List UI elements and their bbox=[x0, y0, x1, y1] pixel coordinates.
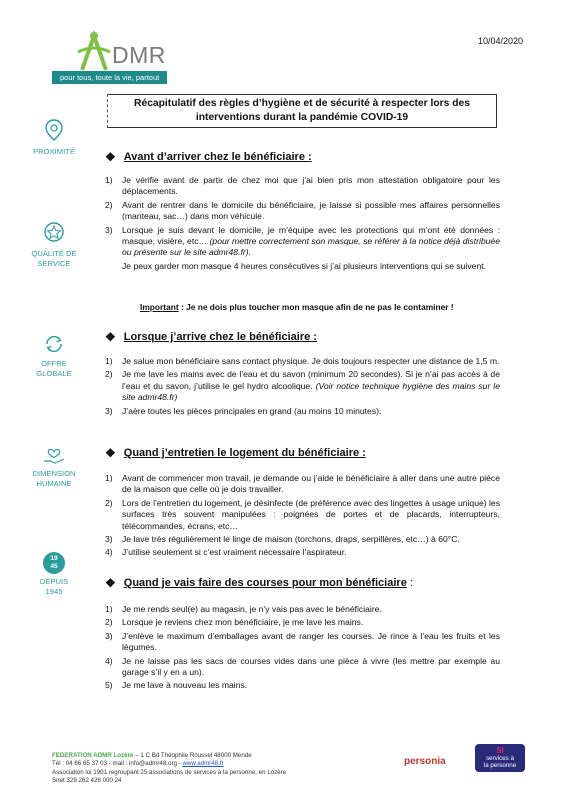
item-text: Je vérifie avant de partir de chez moi que j’ai bien pris mon attestation obligatoire pour les déplacements. bbox=[122, 175, 500, 197]
list-item bbox=[105, 617, 500, 628]
sidebar-proximite bbox=[18, 118, 90, 157]
sap-logo-line3: la personne bbox=[483, 762, 517, 769]
star-medal-icon bbox=[39, 220, 69, 246]
sidebar-label-line1: DEPUIS bbox=[39, 577, 69, 586]
list-item bbox=[105, 406, 500, 417]
sidebar-qualite bbox=[18, 220, 90, 269]
item-italic-note: (Voir notice technique hygiène des mains sur le site admr48.fr) bbox=[122, 380, 500, 403]
sidebar-label-line2: SERVICE bbox=[37, 259, 71, 268]
section-list bbox=[105, 356, 500, 419]
item-number: 1) bbox=[105, 175, 113, 185]
item-number: 3) bbox=[105, 224, 113, 235]
footer bbox=[52, 752, 286, 786]
item-text: Lorsque je suis devant le domicile, je m’équipe avec les protections qui m’ont été données : masque, visière, etc… bbox=[122, 224, 500, 247]
item-text: Avant de rentrer dans le domicile du bénéficiaire, je laisse si possible mes affaires personnelles (manteau, sac…) dans mon véhicule. bbox=[122, 199, 500, 222]
list-item bbox=[105, 225, 500, 259]
item-number: 3) bbox=[105, 405, 113, 416]
item-number: 5) bbox=[105, 680, 113, 691]
footer-line-1 bbox=[52, 752, 286, 760]
list-item bbox=[105, 631, 500, 654]
item-number: 4) bbox=[105, 547, 113, 558]
list-item bbox=[105, 680, 500, 691]
list-item bbox=[105, 547, 500, 558]
sidebar-label-line1: DIMENSION bbox=[32, 469, 76, 478]
section-list bbox=[105, 175, 500, 272]
sidebar-label: PROXIMITÉ bbox=[33, 147, 75, 156]
list-item bbox=[105, 356, 500, 367]
sidebar-label-line1: OFFRE bbox=[41, 359, 67, 368]
footer-siret: Siret 329 262 426 000 24 bbox=[52, 777, 122, 785]
sidebar-dimension bbox=[18, 442, 90, 489]
item-italic-note: (pour mettre correctement son masque, se référer à la notice déjà distribuée ou présente sur le site admr48.fr). bbox=[122, 236, 500, 258]
sidebar-label-line2: HUMAINE bbox=[36, 479, 72, 488]
services-a-la-personne-logo bbox=[475, 744, 525, 772]
section-heading-text: Lorsque j’arrive chez le bénéficiaire : bbox=[123, 331, 317, 343]
section-heading-suffix: : bbox=[406, 577, 413, 589]
item-text: Lors de l’entretien du logement, je désinfecte (de préférence avec des lingettes à usage unique) les surfaces très souvent manipulées : poignées de portes et de placards, interrupteurs, télécommandes, écrans, etc… bbox=[122, 497, 500, 531]
page-title bbox=[107, 94, 497, 128]
title-line-1: Récapitulatif des règles d’hygiène et de sécurité à respecter lors des bbox=[134, 98, 470, 109]
diamond-bullet-icon: ❖ bbox=[105, 576, 116, 590]
item-number: 2) bbox=[105, 617, 113, 628]
item-body bbox=[122, 225, 500, 259]
important-text: : Je ne dois plus toucher mon masque afin de ne pas le contaminer ! bbox=[178, 302, 454, 312]
diamond-bullet-icon: ❖ bbox=[105, 150, 116, 164]
section-heading bbox=[105, 150, 312, 164]
footer-line-2 bbox=[52, 760, 286, 768]
footer-address: – 1 C Bd Théophile Roussel 48000 Mende bbox=[133, 752, 252, 759]
item-text: Je ne laisse pas les sacs de courses vides dans une pièce à vivre (les mettre par exemple au garage s’il y en a un). bbox=[122, 655, 500, 678]
item-number: 3) bbox=[105, 630, 113, 641]
item-text: Lorsque je reviens chez mon bénéficiaire, je me lave les mains. bbox=[122, 617, 364, 628]
item-number: 1) bbox=[105, 604, 113, 614]
list-item bbox=[105, 175, 500, 198]
item-text: Je salue mon bénéficiaire sans contact physique. Je dois toujours respecter une distance de 1,5 m. bbox=[122, 356, 500, 366]
sap-logo-line1: SI bbox=[496, 746, 504, 755]
important-label: Important bbox=[140, 302, 179, 312]
section-heading-text: Quand j’entretien le logement du bénéficiaire : bbox=[123, 447, 366, 459]
personia-logo: personia bbox=[404, 756, 446, 767]
item-continuation: Je peux garder mon masque 4 heures consécutives si j’ai plusieurs interventions qui se suivent. bbox=[122, 260, 486, 271]
item-number: 3) bbox=[105, 534, 113, 545]
document-date: 10/04/2020 bbox=[477, 36, 523, 46]
sap-logo-line2: services à bbox=[486, 754, 514, 762]
item-number: 2) bbox=[105, 199, 113, 210]
section-heading-wrap bbox=[124, 577, 413, 589]
list-item bbox=[105, 498, 500, 532]
list-item bbox=[105, 656, 500, 679]
list-item bbox=[105, 534, 500, 545]
item-text: Avant de commencer mon travail, je demande ou j’aide le bénéficiaire à aller dans une autre pièce de la maison que celle où je dois travailler. bbox=[122, 473, 500, 495]
diamond-bullet-icon: ❖ bbox=[105, 330, 116, 344]
sidebar-depuis bbox=[18, 552, 90, 597]
sidebar-label-line2: 1945 bbox=[45, 587, 63, 596]
hand-heart-icon bbox=[39, 442, 69, 466]
item-text: J’aère toutes les pièces principales en grand (au moins 10 minutes). bbox=[122, 405, 382, 416]
item-text: J’enlève le maximum d’emballages avant de ranger les courses. Je rince à l’eau les fruits et les légumes. bbox=[122, 630, 500, 653]
list-item bbox=[105, 200, 500, 223]
item-body bbox=[122, 369, 500, 403]
diamond-bullet-icon: ❖ bbox=[105, 446, 116, 460]
badge-top: 19 bbox=[50, 555, 58, 562]
list-item bbox=[105, 473, 500, 496]
section-list bbox=[105, 473, 500, 561]
section-list bbox=[105, 604, 500, 694]
logo-tagline: pour tous, toute la vie, partout bbox=[52, 71, 167, 84]
section-heading-text: Avant d’arriver chez le bénéficiaire : bbox=[123, 151, 312, 163]
item-text: Je lave très régulièrement le linge de maison (torchons, draps, serpillères, etc…) à 60°C. bbox=[122, 534, 460, 545]
badge-bottom: 45 bbox=[50, 563, 58, 570]
item-number: 2) bbox=[105, 369, 113, 380]
sidebar-offre bbox=[18, 332, 90, 379]
section-heading-text: Quand je vais faire des courses pour mon bénéficiaire bbox=[123, 577, 407, 589]
logo-text: DMR bbox=[112, 42, 166, 68]
section-heading bbox=[105, 330, 317, 344]
section-heading bbox=[105, 446, 366, 460]
location-pin-icon bbox=[39, 118, 69, 144]
list-item bbox=[105, 369, 500, 403]
title-line-2: interventions durant la pandémie COVID-19 bbox=[195, 112, 409, 123]
list-item bbox=[105, 604, 500, 615]
item-number: 2) bbox=[105, 497, 113, 508]
item-number: 1) bbox=[105, 473, 113, 483]
sidebar-label-line1: QUALITÉ DE bbox=[31, 249, 77, 258]
footer-association: Association loi 1901 regroupant 25 associations de services à la personne, en Lozère bbox=[52, 768, 287, 776]
section-heading bbox=[105, 576, 413, 590]
federation-name: FEDERATION ADMR Lozère bbox=[52, 752, 134, 759]
footer-website-link[interactable]: www.admr48.fr bbox=[182, 760, 224, 768]
item-text: Je me rends seul(e) au magasin, je n’y vais pas avec le bénéficiaire. bbox=[122, 604, 382, 614]
item-text: Je me lave à nouveau les mains. bbox=[122, 680, 248, 691]
item-number: 4) bbox=[105, 655, 113, 666]
footer-contact: Tél : 04 66 65 37 03 - mail : info@admr48.org - bbox=[52, 760, 183, 768]
sidebar-label-line2: GLOBALE bbox=[36, 369, 72, 378]
badge-icon bbox=[43, 552, 65, 574]
item-number: 1) bbox=[105, 356, 113, 366]
refresh-arrows-icon bbox=[39, 332, 69, 356]
important-notice bbox=[140, 302, 454, 312]
item-text: Je me lave les mains avec de l’eau et du savon (minimum 20 secondes). Si je n’ai pas accès à de l’eau et du savon, j’utilise le gel hydro alcoolique. bbox=[122, 369, 500, 391]
item-text: J’utilise seulement si c’est vraiment nécessaire l’aspirateur. bbox=[122, 547, 347, 558]
